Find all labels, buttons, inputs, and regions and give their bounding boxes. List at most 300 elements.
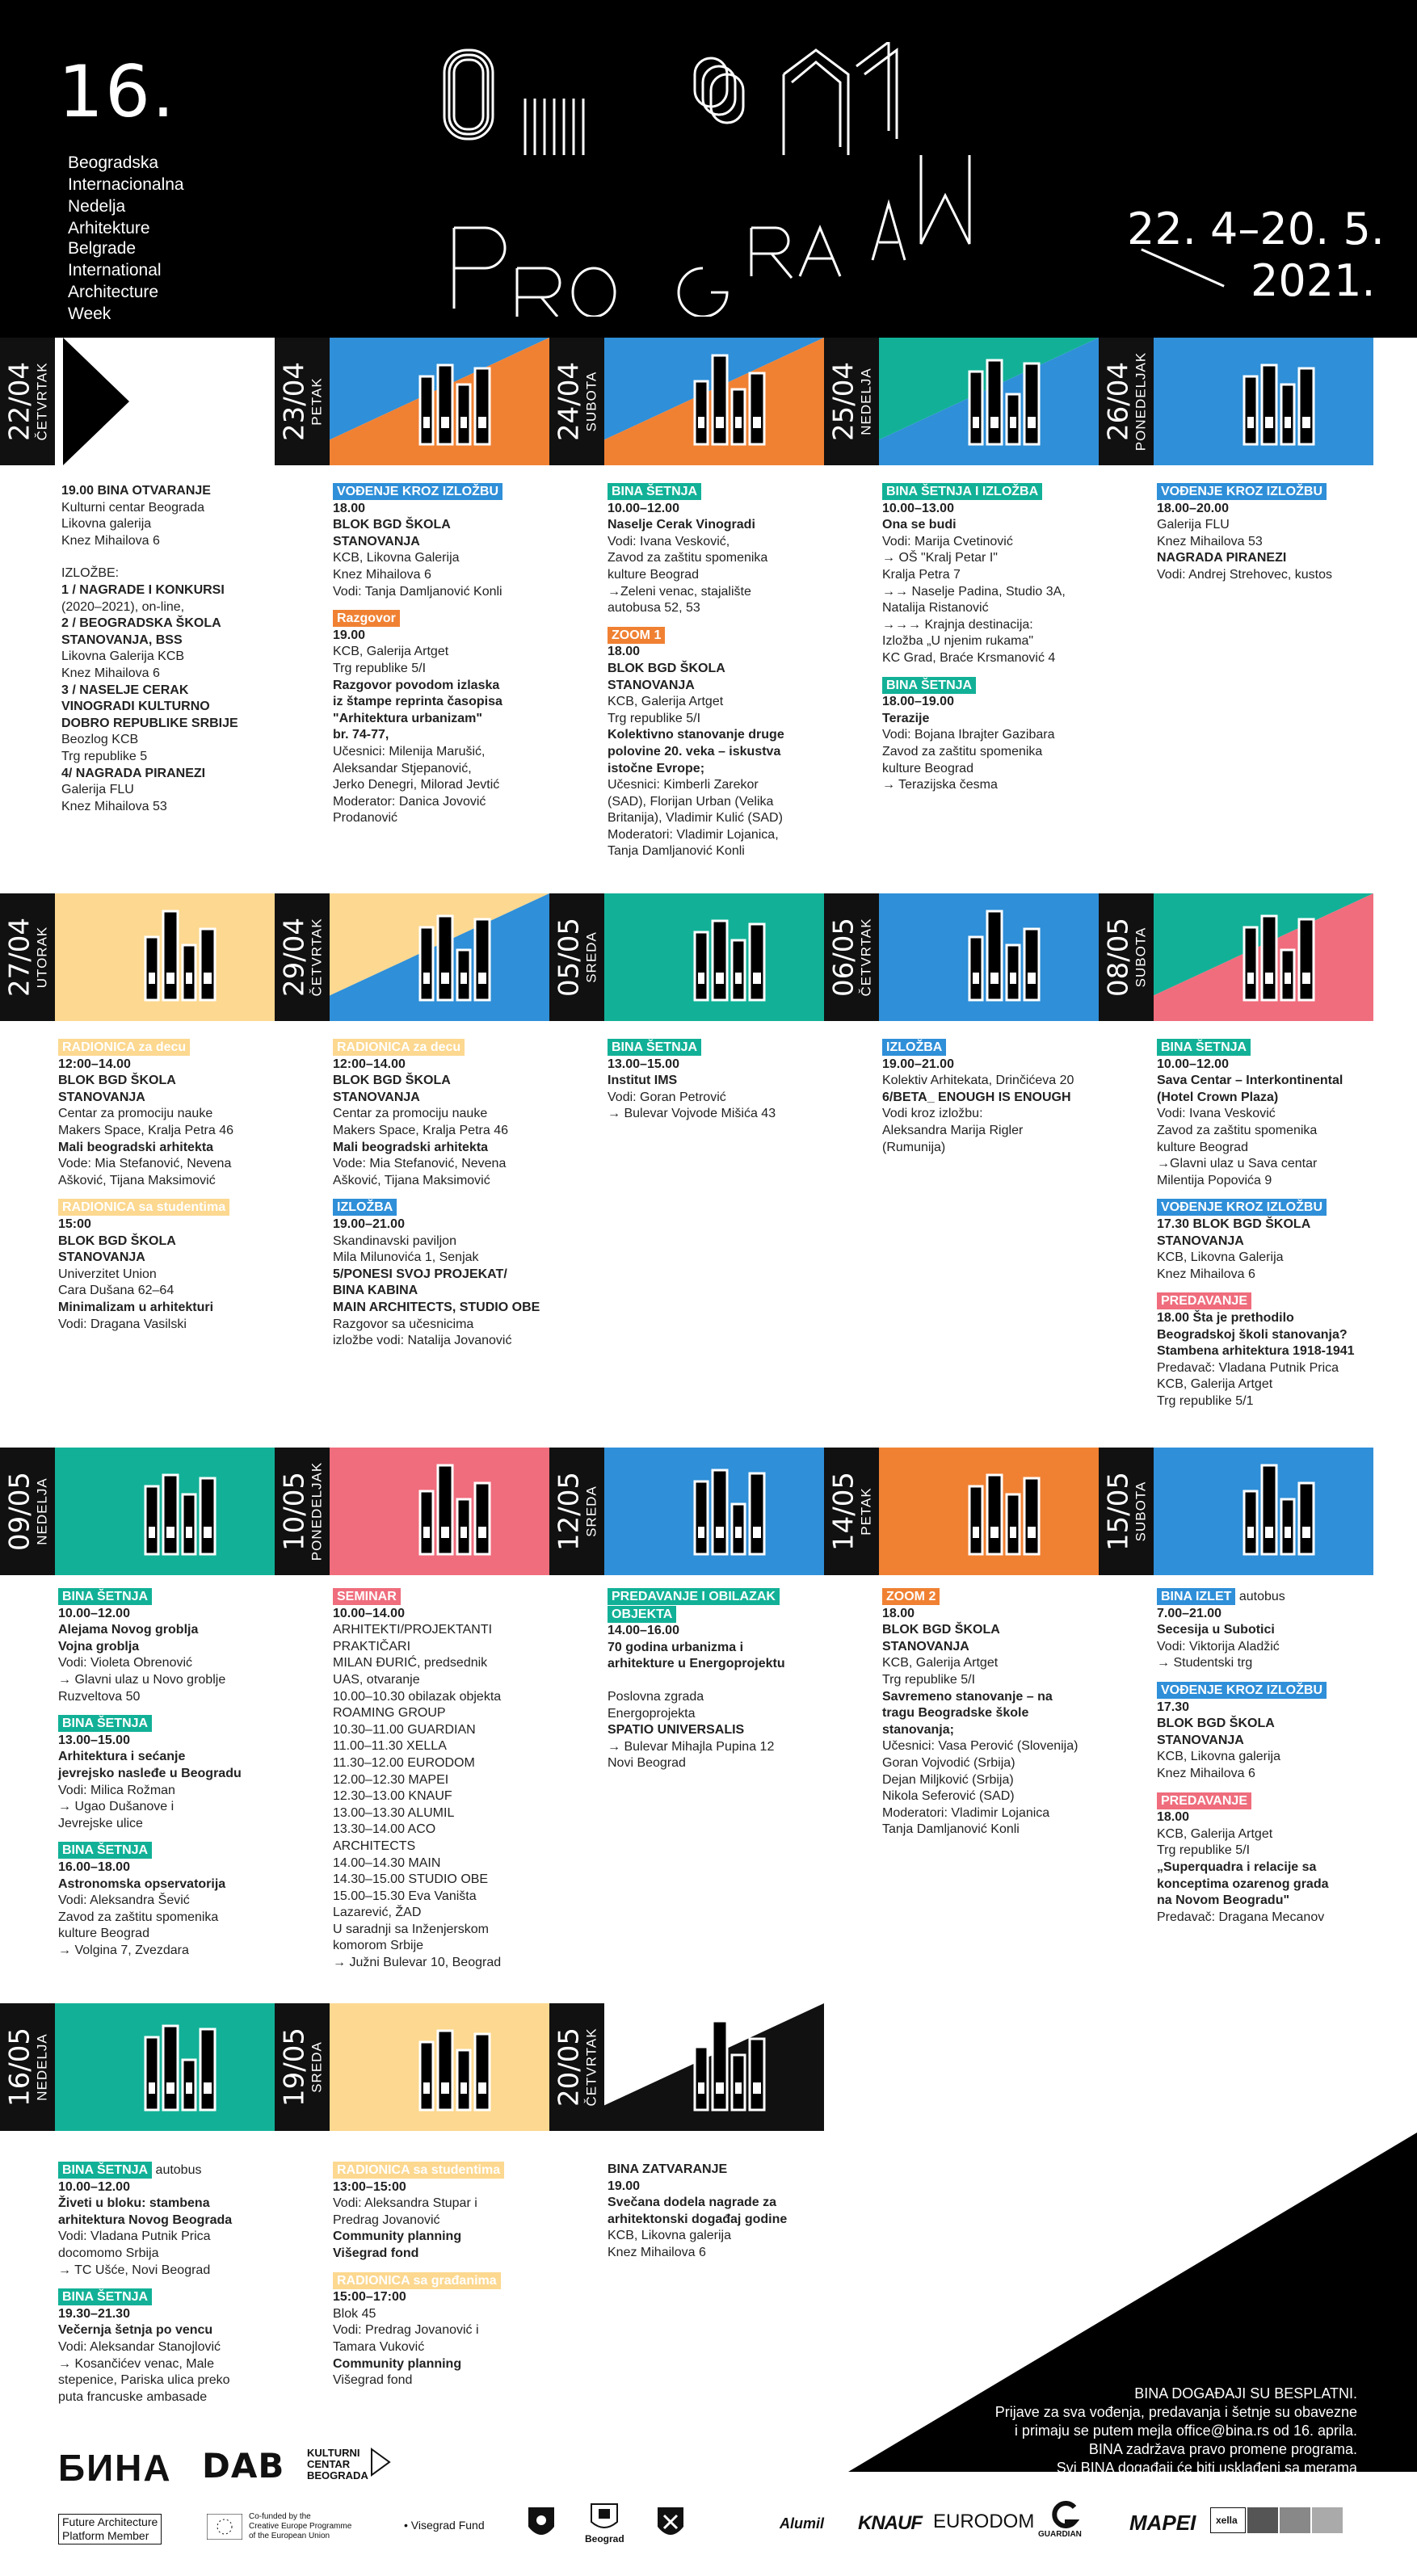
event-line: DOBRO REPUBLIKE SRBIJE (61, 716, 238, 730)
event-line: Blok 45 (333, 2306, 376, 2321)
event-line: Knez Mihailova 6 (1157, 1267, 1255, 1281)
event-line: Tanja Damljanović Konli (608, 844, 745, 859)
day-date: 16/05 (3, 2028, 36, 2107)
festival-year: 2021. (1251, 255, 1376, 306)
event-line: Vodi: Andrej Strehovec, kustos (1157, 567, 1333, 582)
day-date-tab (824, 1448, 879, 1575)
bina-logo: БИНА (58, 2447, 172, 2489)
day-date-tab (275, 2003, 330, 2131)
festival-dates: 22. 4–20. 5. (1127, 204, 1385, 254)
event-line: Knez Mihailova 53 (61, 799, 167, 813)
program-title-graphic (436, 42, 1002, 317)
program-letter-p (444, 50, 505, 309)
kcb-logo (307, 2448, 368, 2481)
event-type-tag: BINA ŠETNJA (58, 2288, 152, 2305)
event-line: 10.00–12.00 (1157, 1057, 1229, 1071)
name-en-line: International (68, 261, 162, 279)
event-line: Vodi: Aleksandra Stupar i (333, 2196, 477, 2211)
day-date-tab (824, 338, 879, 465)
event-line: 13.00–15.00 (608, 1057, 679, 1071)
event-line: Kolektivno stanovanje druge (608, 728, 784, 742)
event-line: konceptima ozarenog grada (1157, 1876, 1329, 1891)
kcb-arrow-icon (370, 2448, 391, 2477)
day-weekday: UTORAK (34, 926, 50, 989)
event-line: Community planning (333, 2356, 462, 2371)
notice-line: BINA zadržava pravo promene programa. (1088, 2441, 1357, 2457)
event-line: Vodi: Goran Petrović (608, 1090, 726, 1104)
day-events-25-04 (882, 478, 1141, 794)
event-line: Britanija), Vladimir Kulić (SAD) (608, 811, 783, 826)
event-line: KCB, Galerija Artget (1157, 1377, 1273, 1392)
day-weekday: SUBOTA (1133, 1481, 1149, 1542)
event-line: Učesnici: Milenija Marušić, (333, 744, 486, 759)
event-type-tag: ZOOM 2 (882, 1588, 940, 1605)
day-events-24-04 (608, 478, 866, 860)
event-line: KCB, Galerija Artget (882, 1656, 999, 1670)
event-line: br. 74-77, (333, 728, 389, 742)
event-line: Vodi: Aleksandar Stanojlović (58, 2339, 221, 2354)
name-en-line: Belgrade (68, 239, 137, 258)
event-line: Zavod za zaštitu spomenika (58, 1910, 219, 1924)
day-date-tab (1099, 1448, 1154, 1575)
event-line: autobusa 52, 53 (608, 601, 700, 616)
event-line: 18.00 (1157, 1810, 1190, 1825)
day-weekday: PETAK (858, 1487, 874, 1536)
notice-line: Prijave za sva vođenja, predavanja i šetnje su obavezne (994, 2404, 1357, 2420)
event-line: Zavod za zaštitu spomenika (608, 551, 768, 565)
event-type-tag: BINA ŠETNJA (882, 677, 976, 694)
day-date: 20/05 (553, 2028, 586, 2107)
event-line: →→ Naselje Padina, Studio 3A, (882, 584, 1066, 599)
event-line: Vode: Mia Stefanović, Nevena (333, 1157, 507, 1171)
day-weekday: SUBOTA (583, 371, 599, 432)
multipor-logo-block (1312, 2507, 1343, 2533)
event-line: Jevrejske ulice (58, 1816, 143, 1830)
event-line: KCB, Galerija Artget (1157, 1826, 1273, 1841)
day-date: 09/05 (3, 1472, 36, 1551)
event-line: 19.00 BINA OTVARANJE (61, 484, 211, 498)
event-line: Učesnici: Vasa Perović (Slovenija) (882, 1739, 1079, 1754)
day-weekday: ČETVRTAK (583, 2028, 599, 2107)
day-header-19-05 (275, 2003, 549, 2131)
day-header-24-04 (549, 338, 824, 465)
event-line: Vodi: Dragana Vasilski (58, 1317, 187, 1331)
event-line: 11.00–11.30 XELLA (333, 1739, 447, 1754)
event-line: Likovna Galerija KCB (61, 649, 185, 664)
event-line: → Volgina 7, Zvezdara (58, 1943, 189, 1957)
event-line: Predrag Jovanović (333, 2213, 440, 2227)
day-weekday: PONEDELJAK (309, 1461, 325, 1561)
event-line: → TC Ušće, Novi Beograd (58, 2263, 211, 2277)
event-line: Kulturni centar Beograda (61, 500, 204, 515)
event-line: BLOK BGD ŠKOLA (58, 1233, 176, 1248)
day-date-tab (1099, 338, 1154, 465)
mapei-logo: MAPEI (1129, 2511, 1196, 2535)
event-line: Vode: Mia Stefanović, Nevena (58, 1157, 232, 1171)
event-line: Vodi: Ivana Vesković, (608, 534, 730, 548)
day-date: 24/04 (553, 362, 586, 441)
day-weekday: NEDELJA (34, 1477, 50, 1545)
day-date: 22/04 (3, 362, 36, 441)
day-date-tab (275, 1448, 330, 1575)
event-type-tag: VOĐENJE KROZ IZLOŽBU (1157, 483, 1327, 500)
event-line: Svečana dodela nagrade za (608, 2196, 776, 2210)
event-line: 19.30–21.30 (58, 2306, 130, 2321)
event-line: stepenice, Pariska ulica preko (58, 2373, 230, 2388)
name-en-line: Architecture (68, 283, 159, 301)
event-line: STANOVANJA, BSS (61, 632, 183, 647)
event-line: Novi Beograd (608, 1756, 686, 1771)
event-line: Trg republike 5/I (882, 1672, 976, 1687)
guardian-g-icon (1050, 2501, 1079, 2528)
event-line: Goran Vojvodić (Srbija) (882, 1755, 1015, 1770)
day-events-15-05 (1157, 1583, 1415, 1926)
event-type-tag: PREDAVANJE (1157, 1792, 1251, 1809)
event-type-tag: SEMINAR (333, 1588, 401, 1605)
name-sr-line: Beogradska (68, 153, 159, 172)
day-events-23-04 (333, 478, 591, 827)
event-line: Vodi: Predrag Jovanović i (333, 2323, 479, 2338)
notice-line: i primaju se putem mejla office@bina.rs od 16. aprila. (1014, 2423, 1357, 2439)
event-line: 15.00–15.30 Eva Vaništa (333, 1889, 477, 1903)
day-weekday: ČETVRTAK (309, 918, 325, 997)
event-line: ROAMING GROUP (333, 1706, 446, 1721)
day-events-06-05 (882, 1034, 1141, 1156)
day-header-22-04 (0, 338, 275, 465)
kcb-logo-line: CENTAR (307, 2458, 351, 2470)
dab-logo: DAB (202, 2446, 285, 2486)
eu-line: of the European Union (249, 2532, 330, 2540)
event-type-tag: RADIONICA za decu (333, 1039, 465, 1056)
event-line: 10.00–12.00 (58, 2179, 130, 2194)
event-line: Višegrad fond (333, 2246, 419, 2260)
event-line: Ruzveltova 50 (58, 1689, 141, 1704)
event-line: izložbe vodi: Natalija Jovanović (333, 1334, 512, 1348)
event-line: Naselje Cerak Vinogradi (608, 518, 755, 532)
day-date-tab (549, 338, 604, 465)
event-line: Likovna galerija (61, 517, 152, 532)
day-date: 06/05 (827, 918, 860, 997)
day-events-12-05 (608, 1583, 866, 1772)
event-type-tag: Razgovor (333, 610, 400, 627)
event-line: →Glavni ulaz u Sava centar (1157, 1157, 1318, 1171)
day-weekday: SREDA (583, 931, 599, 983)
event-line: (2020–2021), on-line, (61, 599, 185, 614)
day-header-09-05 (0, 1448, 275, 1575)
event-line: 1 / NAGRADE I KONKURSI (61, 582, 225, 597)
event-line: NAGRADA PIRANEZI (1157, 551, 1287, 565)
event-line: Beogradskoj školi stanovanja? (1157, 1327, 1348, 1342)
event-line: Zavod za zaštitu spomenika (1157, 1123, 1318, 1137)
event-line: Predavač: Dragana Mecanov (1157, 1910, 1325, 1924)
event-line: 14.00–16.00 (608, 1624, 679, 1638)
event-line: jevrejsko nasleđe u Beogradu (58, 1766, 242, 1780)
event-line: Savremeno stanovanje – na (882, 1689, 1053, 1704)
day-date: 05/05 (553, 918, 586, 997)
day-header-29-04 (275, 893, 549, 1021)
edition-number: 16. (58, 50, 176, 133)
notice-line: BINA DOGAĐAJI SU BESPLATNI. (1134, 2385, 1357, 2402)
event-line: Mali beogradski arhitekta (58, 1140, 214, 1154)
event-line: → Bulevar Mihajla Pupina 12 (608, 1739, 775, 1754)
day-date-tab (0, 893, 55, 1021)
event-type-tag: BINA ŠETNJA (58, 2162, 152, 2179)
transport-note: autobus (1235, 1590, 1285, 1603)
day-header-20-05 (549, 2003, 824, 2131)
event-line: Izložba „U njenim rukama" (882, 634, 1034, 649)
event-line: Knez Mihailova 6 (61, 533, 160, 548)
event-line: Moderatori: Vladimir Lojanica, (608, 827, 779, 842)
kcb-logo-line: KULTURNI (307, 2447, 360, 2459)
day-header-25-04 (824, 338, 1099, 465)
program-letters-gra (679, 58, 840, 317)
event-line: 17.30 BLOK BGD ŠKOLA (1157, 1217, 1311, 1231)
event-type-tag: BINA ŠETNJA (608, 1039, 701, 1056)
day-header-16-05 (0, 2003, 275, 2131)
day-date-tab (1099, 893, 1154, 1021)
event-line: BINA ZATVARANJE (608, 2162, 728, 2176)
day-weekday: SREDA (309, 2041, 325, 2093)
event-type-tag: PREDAVANJE (1157, 1292, 1251, 1309)
event-line: BLOK BGD ŠKOLA (608, 661, 725, 675)
day-date: 15/05 (1102, 1472, 1135, 1551)
event-line: →Zeleni venac, stajalište (608, 584, 751, 599)
event-type-tag: PREDAVANJE I OBILAZAK (608, 1588, 780, 1605)
event-line: Minimalizam u arhitekturi (58, 1300, 214, 1314)
event-line: STANOVANJA (333, 534, 420, 548)
event-line: Razgovor povodom izlaska (333, 678, 500, 692)
event-line: Ona se budi (882, 518, 957, 532)
knauf-logo: KNAUF (858, 2512, 922, 2534)
day-date-tab (0, 2003, 55, 2131)
day-weekday: SUBOTA (1133, 927, 1149, 988)
event-type-tag: BINA IZLET (1157, 1588, 1235, 1605)
event-line: Trg republike 5/I (333, 661, 427, 675)
event-line: 12.30–13.00 KNAUF (333, 1789, 452, 1804)
event-type-tag: IZLOŽBA (333, 1199, 397, 1216)
event-line: UAS, otvaranje (333, 1672, 420, 1687)
event-line: Kralja Petra 7 (882, 567, 961, 582)
event-line: 2 / BEOGRADSKA ŠKOLA (61, 616, 221, 631)
event-line: Tanja Damljanović Konli (882, 1822, 1020, 1837)
day-weekday: ČETVRTAK (858, 918, 874, 997)
day-events-08-05 (1157, 1034, 1415, 1410)
event-line: Vodi: Bojana Ibrajter Gazibara (882, 728, 1055, 742)
eu-line: Co-funded by the (249, 2512, 311, 2521)
day-date: 23/04 (278, 362, 311, 441)
day-header-12-05 (549, 1448, 824, 1575)
event-type-tag: BINA ŠETNJA (58, 1842, 152, 1859)
event-line: 7.00–21.00 (1157, 1606, 1222, 1620)
day-events-26-04 (1157, 478, 1415, 584)
event-line: Beozlog KCB (61, 733, 139, 747)
day-date-tab (824, 893, 879, 1021)
event-line: arhitektonski događaj godine (608, 2212, 788, 2226)
event-type-tag: RADIONICA sa studentima (58, 1199, 229, 1216)
festival-name-sr (68, 152, 254, 239)
event-type-tag: RADIONICA za decu (58, 1039, 190, 1056)
event-line: Centar za promociju nauke (58, 1107, 213, 1121)
event-line: (SAD), Florijan Urban (Velika (608, 794, 774, 809)
event-line: 18.00 Šta je prethodilo (1157, 1310, 1294, 1325)
event-line: Vodi: Vladana Putnik Prica (58, 2229, 211, 2244)
fa-line: Future Architecture (62, 2515, 158, 2528)
event-line: Astronomska opservatorija (58, 1876, 226, 1891)
event-line: komorom Srbije (333, 1939, 424, 1953)
event-line: 12:00–14.00 (333, 1057, 406, 1071)
day-header-15-05 (1099, 1448, 1373, 1575)
event-line: → Ugao Dušanove i (58, 1800, 174, 1814)
coat-of-arms-icon (525, 2504, 557, 2544)
event-line: Lazarević, ŽAD (333, 1906, 422, 1920)
event-line: STANOVANJA (58, 1090, 145, 1104)
event-line: „Superquadra i relacije sa (1157, 1860, 1317, 1874)
xella-logo: xella (1210, 2507, 1246, 2533)
event-line: U saradnji sa Inženjerskom (333, 1922, 489, 1936)
day-date-tab (0, 338, 55, 465)
event-line: puta francuske ambasade (58, 2389, 208, 2404)
event-line: Natalija Ristanović (882, 601, 989, 616)
notice-line: Vlade Republike Srbije u skladu sa pandemijom Covid-19. (982, 2478, 1357, 2494)
event-line: STANOVANJA (58, 1250, 145, 1265)
day-weekday: ČETVRTAK (34, 362, 50, 441)
free-events-notice (856, 2385, 1357, 2496)
name-en-line: Week (68, 305, 111, 323)
day-weekday: NEDELJA (34, 2033, 50, 2101)
event-type-tag: BINA ŠETNJA (608, 483, 701, 500)
event-line: Vodi: Ivana Vesković (1157, 1107, 1276, 1121)
event-line: Makers Space, Kralja Petra 46 (58, 1123, 233, 1137)
event-line: Sava Centar – Interkontinental (1157, 1074, 1343, 1088)
event-line: 18.00 (333, 501, 366, 515)
event-line: Skandinavski paviljon (333, 1233, 456, 1248)
event-line: Institut IMS (608, 1074, 678, 1088)
event-line: Prodanović (333, 811, 398, 826)
event-line: kulture Beograd (1157, 1140, 1248, 1154)
visegrad-fund-text: Visegrad Fund (410, 2519, 485, 2532)
event-line: Cara Dušana 62–64 (58, 1284, 174, 1298)
event-line: Aleksandra Marija Rigler (882, 1123, 1024, 1137)
event-type-tag: BINA ŠETNJA I IZLOŽBA (882, 483, 1042, 500)
event-line: 4/ NAGRADA PIRANEZI (61, 766, 206, 780)
event-line: ARHITEKTI/PROJEKTANTI (333, 1623, 493, 1637)
event-line: Alejama Novog groblja (58, 1623, 199, 1637)
event-line: Živeti u bloku: stambena (58, 2196, 210, 2211)
event-line: VINOGRADI KULTURNO (61, 700, 210, 714)
event-line: Energoprojekta (608, 1706, 696, 1721)
event-line: → Studentski trg (1157, 1656, 1253, 1670)
event-line: Kolektiv Arhitekata, Drinčićeva 20 (882, 1074, 1074, 1088)
event-type-tag: VOĐENJE KROZ IZLOŽBU (333, 483, 502, 500)
day-weekday: PONEDELJAK (1133, 351, 1149, 452)
notice-line: Svi BINA događaji će biti usklađeni sa merama (1056, 2460, 1357, 2476)
event-line: Vodi: Milica Rožman (58, 1783, 175, 1797)
event-line: 12.00–12.30 MAPEI (333, 1772, 449, 1787)
event-line: → Kosančićev venac, Male (58, 2356, 214, 2371)
day-header-08-05 (1099, 893, 1373, 1021)
event-line: 6/BETA_ ENOUGH IS ENOUGH (882, 1090, 1071, 1104)
event-line: 16.00–18.00 (58, 1860, 130, 1874)
day-date-tab (275, 893, 330, 1021)
event-line: Secesija u Subotici (1157, 1623, 1275, 1637)
day-date-tab (549, 893, 604, 1021)
event-line: BLOK BGD ŠKOLA (58, 1074, 176, 1088)
eurodom-logo: EURODOM (933, 2511, 1035, 2532)
event-line: 12:00–14.00 (58, 1057, 131, 1071)
event-line: Ašković, Tijana Maksimović (58, 1173, 216, 1187)
event-line: Vodi: Tanja Damljanović Konli (333, 584, 502, 599)
transport-note: autobus (152, 2163, 202, 2177)
event-line: 18.00–19.00 (882, 695, 954, 709)
event-line: Community planning (333, 2229, 462, 2244)
event-line: → OŠ "Kralj Petar I" (882, 551, 998, 565)
event-line: (Rumunija) (882, 1140, 946, 1154)
event-line: STANOVANJA (1157, 1733, 1244, 1747)
event-line: Stambena arhitektura 1918-1941 (1157, 1344, 1355, 1359)
event-line: BLOK BGD ŠKOLA (333, 1074, 451, 1088)
name-sr-line: Nedelja (68, 197, 126, 216)
event-line: Poslovna zgrada (608, 1689, 704, 1704)
day-events-10-05 (333, 1583, 591, 1972)
event-line: kulture Beograd (58, 1927, 149, 1941)
event-line: 14.30–15.00 STUDIO OBE (333, 1872, 489, 1887)
event-line: 19.00 (333, 628, 366, 642)
alumil-logo: Alumil (780, 2515, 825, 2532)
event-line: Učesnici: Kimberli Zarekor (608, 778, 759, 792)
day-events-20-05 (608, 2162, 866, 2262)
event-line: Moderator: Danica Jovović (333, 794, 486, 809)
event-line: tragu Beogradske škole (882, 1706, 1029, 1721)
event-line: Milentija Popovića 9 (1157, 1173, 1272, 1187)
event-line: STANOVANJA (882, 1639, 969, 1654)
event-line: Knez Mihailova 6 (61, 666, 160, 680)
event-line: 10.00–12.00 (58, 1606, 130, 1620)
event-line: 3 / NASELJE CERAK (61, 683, 189, 697)
event-line: 14.00–14.30 MAIN (333, 1855, 441, 1870)
day-events-27-04 (58, 1034, 317, 1333)
day-events-22-04 (61, 483, 320, 815)
day-weekday: SREDA (583, 1486, 599, 1537)
event-line: 15:00 (58, 1217, 91, 1231)
event-line: 10.00–14.00 (333, 1606, 405, 1620)
event-type-tag: IZLOŽBA (882, 1039, 946, 1056)
day-weekday: NEDELJA (858, 368, 874, 435)
event-line: arhitektura Novog Beograda (58, 2213, 233, 2227)
event-line: 70 godina urbanizma i (608, 1640, 744, 1654)
event-line: Tamara Vuković (333, 2339, 425, 2354)
event-line: Knez Mihailova 6 (1157, 1766, 1255, 1780)
event-line: BLOK BGD ŠKOLA (882, 1623, 1000, 1637)
event-type-tag: VOĐENJE KROZ IZLOŽBU (1157, 1682, 1327, 1699)
event-line: (Hotel Crown Plaza) (1157, 1090, 1279, 1104)
event-line: 18.00 (608, 645, 641, 659)
event-line: Ašković, Tijana Maksimović (333, 1173, 490, 1187)
day-weekday: PETAK (309, 377, 325, 426)
event-line: KCB, Likovna Galerija (1157, 1250, 1284, 1265)
event-type-tag: ZOOM 1 (608, 627, 665, 644)
event-line: Mali beogradski arhitekta (333, 1140, 489, 1154)
day-date: 26/04 (1102, 362, 1135, 441)
header-banner (0, 0, 1417, 338)
beograd-label: Beograd (585, 2533, 624, 2544)
event-line: → Glavni ulaz u Novo groblje (58, 1672, 226, 1687)
day-date-tab (275, 338, 330, 465)
event-line: Trg republike 5/I (608, 711, 701, 725)
event-line: KCB, Galerija Artget (608, 695, 724, 709)
day-date: 12/05 (553, 1472, 586, 1551)
event-line: KCB, Likovna galerija (1157, 1750, 1280, 1764)
day-events-29-04 (333, 1034, 591, 1350)
